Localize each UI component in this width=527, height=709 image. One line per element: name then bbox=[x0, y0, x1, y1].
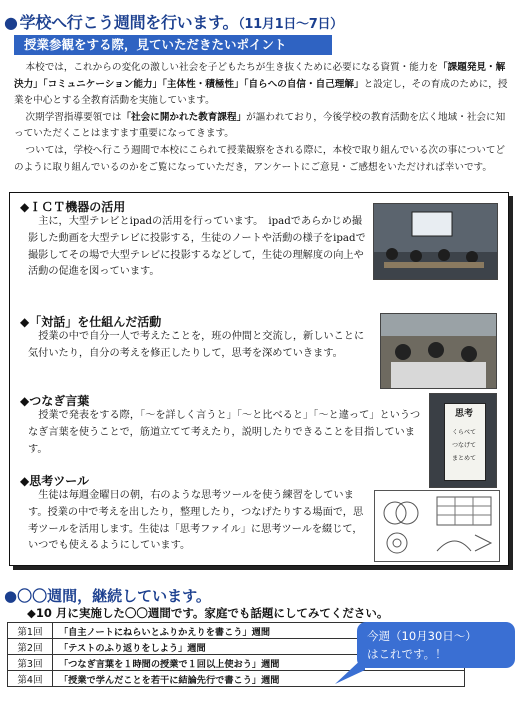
connecting-words-poster bbox=[429, 393, 497, 488]
table-row: 第3回 「つなぎ言葉を１時間の授業で１回以上使おう」週間 bbox=[8, 655, 465, 671]
section-title-dialogue: ◆「対話」を仕組んだ活動 bbox=[20, 315, 162, 329]
section-title-thinking-tools: ◆思考ツール bbox=[20, 474, 89, 488]
section-title-connecting-words: ◆つなぎ言葉 bbox=[20, 394, 90, 408]
bullet-icon: ● bbox=[4, 587, 18, 605]
bullet-icon: ● bbox=[4, 13, 18, 32]
callout-pointer bbox=[335, 656, 365, 686]
classroom-tv-photo bbox=[373, 203, 498, 280]
section-body-connecting-words: 授業で発表をする際，「〜を詳しく言うと」「〜と比べると」「〜と違って」というつなぎ言葉を使うことで，筋道立てて考えたり，説明したりできることを目指しています。 bbox=[28, 410, 421, 455]
poster-items: くらべて つなげて まとめて bbox=[451, 429, 476, 462]
table-row: 第1回 「自主ノートにねらいとふりかえりを書こう」週間 bbox=[8, 623, 465, 639]
section-body-thinking-tools: 生徒は毎週金曜日の朝，右のような思考ツールを使う練習をしています。授業の中で考えを出したり，整理したり，つなげたりする場面で，思考ツールを活用します。生徒は「思考ファイル」に思考ツールを綴じて，いつでも使えるようにしています。 bbox=[28, 490, 364, 552]
points-banner: 授業参観をする際，見ていただきたいポイント bbox=[14, 35, 332, 55]
intro-paragraph-3: ついては，学校へ行こう週間で本校にこられて授業観察をされる際に，本校で取り組んでいる次の事についてどのように取り組んでいるのかをご覧になっていただき，アンケートにご意見・ご感想をいただければ幸いです。 bbox=[14, 144, 506, 173]
thinking-tools-sheet bbox=[374, 490, 500, 562]
weekly-title: ●〇〇週間，継続しています。 bbox=[4, 587, 211, 605]
section-body-dialogue: 授業の中で自分一人で考えたことを，班の仲間と交流し，新しいことに気付いたり，自分の考えを修正したりして，思考を深めていきます。 bbox=[28, 331, 365, 359]
table-row: 第4回 「授業で学んだことを若干に結論先行で書こう」週間 bbox=[8, 671, 465, 687]
weekly-subtitle: ◆10 月に実施した〇〇週間です。家庭でも話題にしてみてください。 bbox=[27, 606, 389, 620]
table-row: 第2回 「テストのふり返りをしよう」週間 bbox=[8, 639, 465, 655]
page-title: ● 学校へ行こう週間を行います。（11月1日〜7日） bbox=[4, 13, 343, 32]
intro-paragraph-1: 本校では，これからの変化の激しい社会を子どもたちが生き抜くために必要になる資質・能力を「課題発見・解決力」「コミュニケーション能力」「主体性・積極性」「自らへの自信・自己理解」と設定し，その育成のために，授業を中心とする全教育活動を実施しています。 bbox=[14, 62, 508, 107]
this-week-callout: 今週（10月30日〜） はこれです。！ bbox=[357, 622, 515, 668]
section-body-ict: 主に，大型テレビとipadの活用を行っています。 ipadであらかじめ撮影した動画を大型テレビに投影する，生徒のノートや活動の様子をipadで撮影してその場で大型テレビに投影するなどして，生徒の理解度の向上や活動の促進を図っています。 bbox=[28, 216, 366, 278]
intro-paragraph-2: 次期学習指導要領では「社会に開かれた教育課程」が謳われており，今後学校の教育活動を広く地域・社会に知っていただくことはますます重要になってきます。 bbox=[14, 111, 506, 140]
event-dates: （11月1日〜7日） bbox=[238, 17, 343, 32]
section-title-ict: ◆ＩＣＴ機器の活用 bbox=[20, 200, 126, 214]
poster-title: 思考 bbox=[454, 409, 473, 419]
group-work-image bbox=[381, 314, 496, 388]
thinking-tools-diagram bbox=[375, 491, 499, 561]
group-work-photo bbox=[380, 313, 497, 389]
intro-text bbox=[14, 60, 514, 176]
classroom-tv-image bbox=[374, 204, 497, 279]
